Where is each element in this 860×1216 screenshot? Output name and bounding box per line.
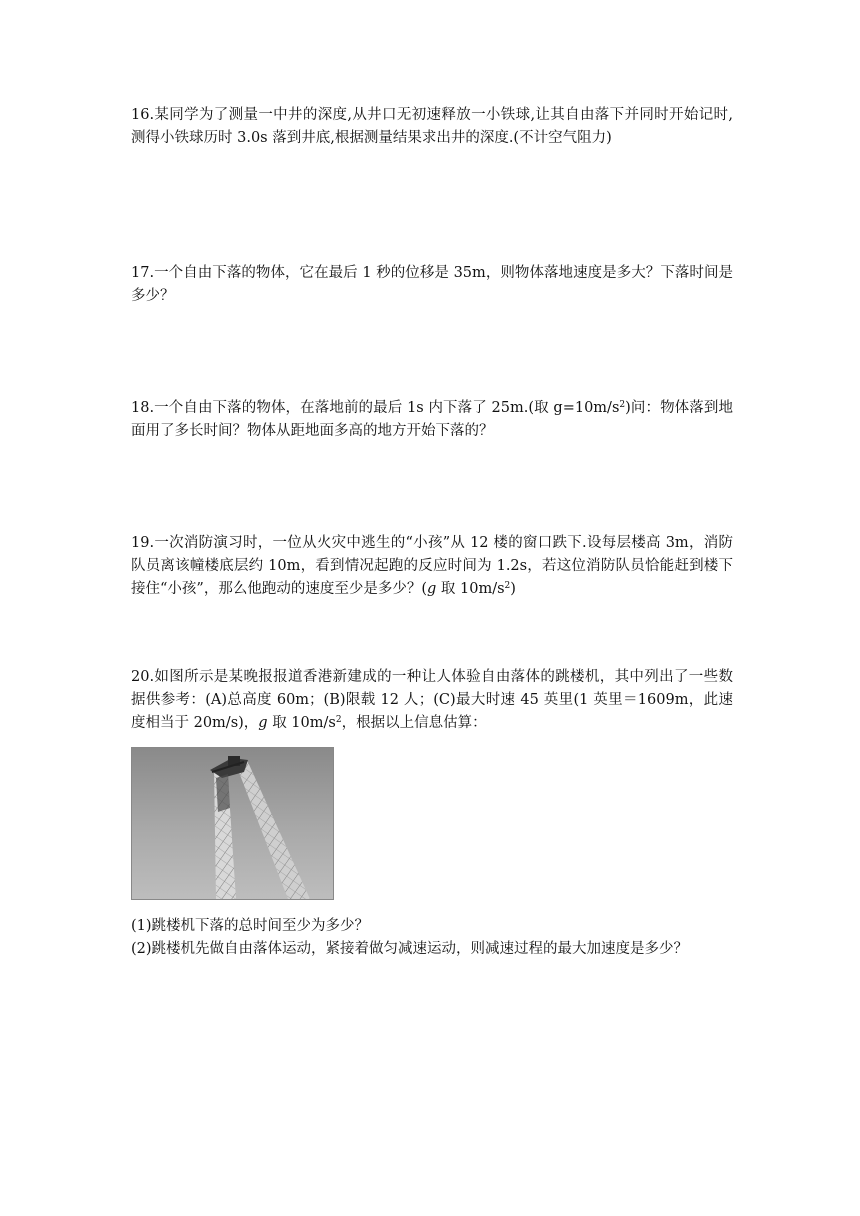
question-17 (131, 262, 733, 308)
question-number: 17. (131, 265, 155, 281)
question-number: 19. (131, 535, 155, 551)
question-text: ，根据以上信息估算： (341, 715, 487, 731)
superscript: 2 (335, 715, 342, 725)
question-text: 一次消防演习时，一位从火灾中逃生的“小孩”从 12 楼的窗口跌下.设每层楼高 3m，消防队员离该幢楼底层约 10m，看到情况起跑的反应时间为 1.2s，若这位消防队员恰能赶到楼下接住“小孩”，那么他跑动的速度至少是多少？( (131, 535, 733, 597)
question-18 (131, 397, 733, 443)
sub-question-1: (1)跳楼机下落的总时间至少为多少？ (131, 918, 370, 934)
question-16 (131, 104, 733, 150)
question-text: 如图所示是某晚报报道香港新建成的一种让人体验自由落体的跳楼机，其中列出了一些数据供参考：(A)总高度 60m；(B)限载 12 人；(C)最大时速 45 英里(1 英里＝1609m，此速度相当于 20m/s)， (131, 669, 733, 731)
question-20 (131, 666, 733, 735)
question-text: 一个自由下落的物体，它在最后 1 秒的位移是 35m，则物体落地速度是多大？下落时间是多少？ (131, 265, 733, 304)
gravity-symbol: g (426, 581, 437, 597)
question-text: ) (510, 581, 516, 597)
question-text: 取 10m/s (436, 581, 505, 597)
question-19 (131, 532, 733, 601)
gravity-symbol: g (258, 715, 268, 731)
superscript: 2 (504, 581, 511, 591)
question-text: )问：物体落到地面用了多长时间？物体从距地面多高的地方开始下落的？ (131, 400, 733, 439)
question-text: 某同学为了测量一中井的深度,从井口无初速释放一小铁球,让其自由落下并同时开始记时,测得小铁球历时 3.0s 落到井底,根据测量结果求出井的深度.(不计空气阻力) (131, 107, 733, 146)
question-text: 取 10m/s (267, 715, 336, 731)
question-number: 16. (131, 107, 155, 123)
superscript: 2 (619, 400, 626, 410)
sub-question-2: (2)跳楼机先做自由落体运动，紧接着做匀减速运动，则减速过程的最大加速度是多少？ (131, 941, 689, 957)
question-number: 18. (131, 400, 155, 416)
drop-tower-photo (131, 747, 334, 900)
question-number: 20. (131, 669, 155, 685)
question-text: 一个自由下落的物体，在落地前的最后 1s 内下落了 25m.(取 g=10m/s (154, 400, 620, 416)
